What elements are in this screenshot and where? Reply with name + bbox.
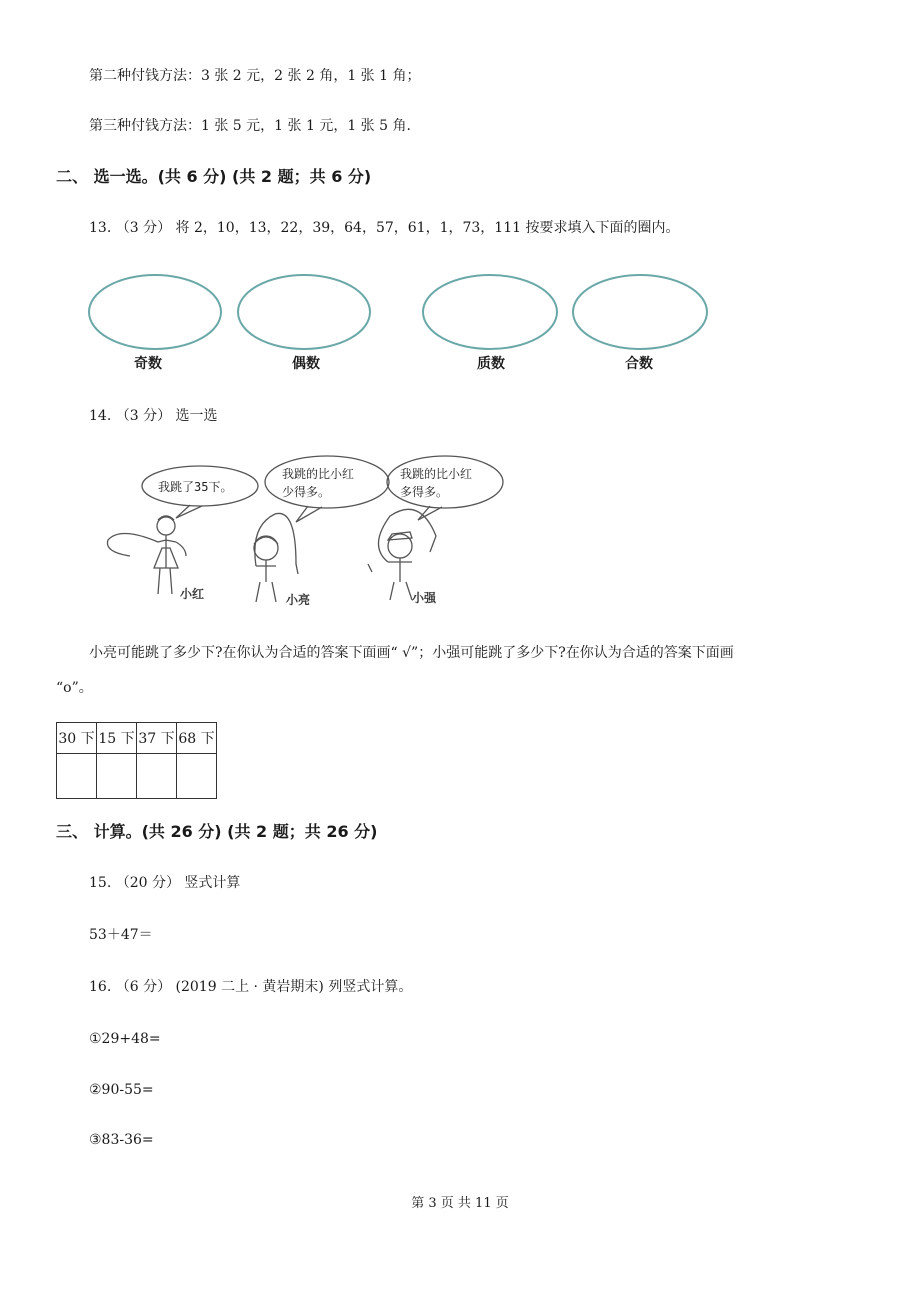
page-footer: 第 3 页 共 11 页 [411, 1196, 509, 1211]
composite-oval [573, 275, 707, 349]
bubble-xiaoqiang-line2: 多得多。 [400, 485, 449, 499]
jump-rope-illustration [100, 456, 473, 616]
even-oval [238, 275, 370, 349]
number-category-ovals [85, 270, 715, 380]
name-xiaoqiang: 小强 [412, 591, 437, 605]
question-13-text: 13. （3 分） 将 2，10，13，22，39，64，57，61，1，73，111 按要求填入下面的圈内。 [89, 220, 680, 236]
label-prime: 质数 [477, 356, 505, 372]
question-15-expression: 53＋47＝ [89, 927, 153, 943]
mark-cell-1[interactable] [57, 754, 97, 799]
payment-method-2: 第二种付钱方法：3 张 2 元，2 张 2 角，1 张 1 角； [89, 68, 421, 84]
question-14-instruction-line2: “o”。 [56, 680, 93, 696]
label-even: 偶数 [292, 356, 320, 372]
answer-table [56, 722, 217, 799]
bubble-xiaoliang-line2: 少得多。 [282, 485, 331, 499]
option-30: 30 下 [57, 723, 97, 754]
answer-options-row [57, 723, 217, 754]
question-16-text: 16. （6 分） (2019 二上 · 黄岩期末) 列竖式计算。 [89, 979, 413, 995]
question-15-text: 15. （20 分） 竖式计算 [89, 875, 241, 891]
question-14-text: 14. （3 分） 选一选 [89, 408, 218, 424]
name-xiaoliang: 小亮 [286, 593, 311, 607]
option-37: 37 下 [137, 723, 177, 754]
mark-cell-2[interactable] [97, 754, 137, 799]
label-composite: 合数 [625, 356, 653, 372]
payment-method-3: 第三种付钱方法：1 张 5 元，1 张 1 元，1 张 5 角. [89, 118, 411, 134]
question-16-item-1: ①29+48= [89, 1031, 161, 1047]
mark-cell-4[interactable] [177, 754, 217, 799]
question-16-item-3: ③83-36= [89, 1132, 154, 1148]
label-odd: 奇数 [134, 356, 162, 372]
bubble-xiaoliang-line1: 我跳的比小红 [282, 467, 355, 481]
bubble-xiaohong-text: 我跳了35下。 [158, 480, 233, 494]
prime-oval [423, 275, 557, 349]
name-xiaohong: 小红 [180, 587, 205, 601]
mark-cell-3[interactable] [137, 754, 177, 799]
section-3-title: 三、 计算。(共 26 分) (共 2 题；共 26 分) [56, 822, 378, 841]
option-68: 68 下 [177, 723, 217, 754]
answer-marks-row [57, 754, 217, 799]
question-16-item-2: ②90-55= [89, 1082, 154, 1098]
section-2-title: 二、 选一选。(共 6 分) (共 2 题；共 6 分) [56, 167, 372, 186]
bubble-xiaoqiang-line1: 我跳的比小红 [400, 467, 473, 481]
question-14-instruction-line1: 小亮可能跳了多少下?在你认为合适的答案下面画“ √”；小强可能跳了多少下?在你认为合适的答案下面画 [89, 645, 734, 661]
option-15: 15 下 [97, 723, 137, 754]
odd-oval [89, 275, 221, 349]
